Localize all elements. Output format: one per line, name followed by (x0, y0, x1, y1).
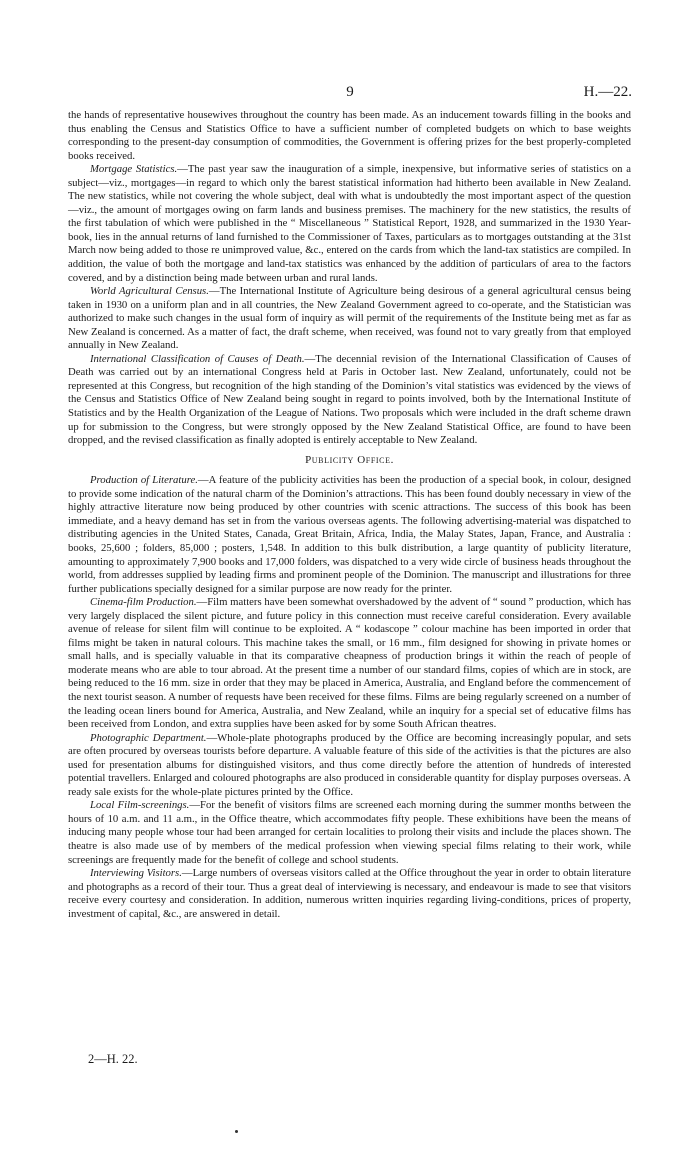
page-header (68, 84, 632, 104)
cinema-title: Cinema-film Production. (90, 596, 197, 609)
page-number: 9 (346, 84, 354, 100)
visitors-text: —Large numbers of overseas visitors called at the Office throughout the year in order to obtain literature and photographs as a record of their tour. Thus a great deal of interviewing is necessary, and endeavour is made to see that visitors receive every courtesy and consideration. In addition, numerous written inquiries regarding living-conditions, prices of property, investment of capital, &c., are answered in detail. (68, 867, 631, 920)
visitors-title: Interviewing Visitors. (90, 867, 182, 880)
cinema-text: —Film matters have been somewhat overshadowed by the advent of “ sound ” production, which has very largely displaced the silent picture, and future policy in this connection must receive careful consideration. Every available avenue of release for silent film will continue to be exploited. A “ kodascope ” colour machine has been imported in order that films might be taken in natural colours. This machine takes the small, or 16 mm., film designed for showing in private homes or small halls, and is specially valuable in that its comparative cheapness of production brings it within the reach of people of moderate means who are able to tour abroad. At the present time a number of our standard films, copies of which are in stock, are being reduced to the 16 mm. size in order that they may be placed in America, Australia, and England before the commencement of the next tourist season. A number of requests have been received for these films. Films are being regularly screened on a number of the leading ocean liners bound for America, Australia, and New Zealand, while an inquiry for a special set of educative films has been received from London, and extra supplies have been asked for by some South African theatres. (68, 596, 631, 731)
photographic-paragraph (68, 732, 631, 800)
mortgage-paragraph (68, 163, 631, 285)
classification-text: —The decennial revision of the International Classification of Causes of Death was carried out by an international Congress held at Paris in October last. New Zealand, unfortunately, could not be represented at this Congress, but recognition of the high standing of the Dominion’s vital statistics was evidenced by the views of the Census and Statistics Office of New Zealand being sought in regard to points involved, both by the International Institute of Statistics and by the Health Organization of the League of Nations. Two proposals which were included in the draft scheme drawn up for submission to the Congress, but were strongly opposed by the New Zealand Statistical Office, are found to have been dropped, and the revised classification as finally adopted is entirely acceptable to New Zealand. (68, 352, 631, 447)
world-census-title: World Agricultural Census. (90, 285, 209, 298)
intro-paragraph (68, 109, 631, 163)
screenings-paragraph (68, 799, 631, 867)
signature-mark: 2—H. 22. (88, 1052, 138, 1066)
literature-paragraph (68, 474, 631, 596)
screenings-text: —For the benefit of visitors films are screened each morning during the summer months between the hours of 10 a.m. and 11 a.m., in the Office theatre, which accommodates fifty people. These exhibitions have been the means of inducing many people whose tour had been arranged for certain localities to prolong their visits and include the places shown. The theatre is also made use of by members of the medical profession when viewing special films relating to their work, while screenings are frequently made for the benefit of college and school students. (68, 799, 631, 866)
stray-dot (235, 1130, 238, 1133)
intro-text: the hands of representative housewives throughout the country has been made. As an inducement towards filling in the books and thus enabling the Census and Statistics Office to have a sufficient number of completed budgets on which to base weights corresponding to the present-day consumption of commodities, the Government is offering prizes for the best properly-completed books received. (68, 109, 631, 162)
literature-title: Production of Literature. (90, 474, 198, 487)
document-reference: H.—22. (583, 84, 632, 100)
photographic-title: Photographic Department. (90, 731, 207, 744)
mortgage-title: Mortgage Statistics. (90, 163, 178, 176)
screenings-title: Local Film-screenings. (90, 799, 190, 812)
classification-paragraph (68, 353, 631, 448)
literature-text: —A feature of the publicity activities has been the production of a special book, in colour, designed to provide some indication of the natural charm of the Dominion’s attractions. This has been found doubly necessary in view of the highly attractive literature now being produced by other countries with scenic attractions. The success of this book has been immediate, and a heavy demand has set in from the various overseas agents. The following advertising-material was dispatched to distributing agencies in the United States, Canada, Great Britain, Africa, India, the Malay States, Japan, France, and Australia : books, 25,600 ; folders, 85,000 ; posters, 1,548. In addition to this bulk distribution, a large quantity of publicity literature, amounting to approximately 7,900 books and 17,000 folders, was dispatched to a very wide circle of business heads throughout the world, from addresses supplied by leading firms and prominent people of the Dominion. The manuscript and illustrations for three further publications specially designed for a similar purpose are now ready for the printer. (68, 474, 631, 595)
publicity-heading: Publicity Office. (305, 453, 394, 466)
world-census-paragraph (68, 285, 631, 353)
mortgage-text: —The past year saw the inauguration of a simple, inexpensive, but informative series of statistics on a subject—viz., mortgages—in regard to which only the barest statistical information had hitherto been available in New Zealand. The new statistics, while not covering the whole subject, deal with what is undoubtedly the most important aspect of the question—viz., the amount of mortgages owing on farm lands and business premises. The machinery for the new statistics, the results of the first tabulation of which were published in the “ Miscellaneous ” Statistical Report, 1928, and summarized in the 1930 Year-book, lies in the annual returns of land furnished to the Commissioner of Taxes, particulars as to mortgages outstanding at the 31st March now being added to those re unimproved value, &c., entered on the cards from which the land-tax statistics are compiled. In addition, the value of both the mortgage and land-tax statistics was enhanced by the addition of particulars of area to the factors covered, and by a distinction being made between urban and rural lands. (68, 163, 631, 284)
classification-title: International Classification of Causes of Death. (90, 352, 305, 365)
photographic-text: —Whole-plate photographs produced by the Office are becoming increasingly popular, and sets are often procured by overseas tourists before departure. A valuable feature of this side of the activities is that the pictures are also used for presentation albums for distinguished visitors, and thus come directly before the attention of hundreds of interested potential travellers. Enlarged and coloured photographs are also produced in considerable quantity for display purposes overseas. A ready sale exists for the whole-plate pictures printed by the Office. (68, 731, 631, 798)
body-text (68, 109, 631, 921)
visitors-paragraph (68, 867, 631, 921)
world-census-text: —The International Institute of Agriculture being desirous of a general agricultural census being taken in 1930 on a uniform plan and in all countries, the New Zealand Government agreed to co-operate, and the Statistician was authorized to make such changes in the usual form of inquiry as will permit of the requirements of the Institute being met as far as New Zealand is concerned. As a matter of fact, the draft scheme, when received, was found not to vary greatly from that employed annually in New Zealand. (68, 285, 632, 352)
cinema-paragraph (68, 596, 631, 731)
